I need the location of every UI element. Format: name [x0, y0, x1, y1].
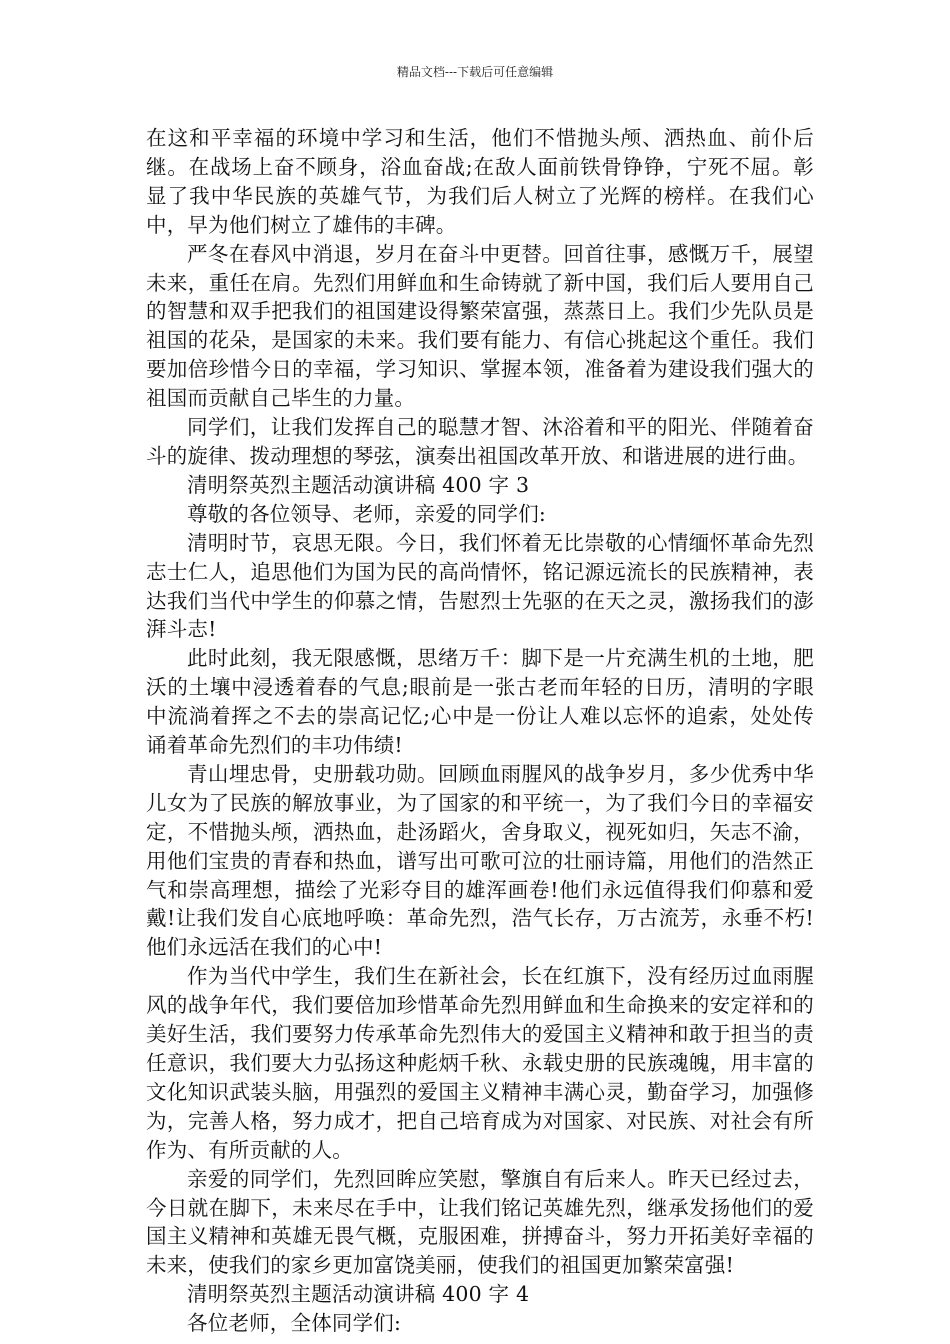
paragraph: 在这和平幸福的环境中学习和生活，他们不惜抛头颅、洒热血、前仆后继。在战场上奋不顾身，浴血奋战;在敌人面前铁骨铮铮，宁死不屈。彰显了我中华民族的英雄气节，为我们后人树立了光辉的榜样。在我们心中，早为他们树立了雄伟的丰碑。 [146, 126, 814, 237]
section-heading: 清明祭英烈主题活动演讲稿 400 字 3 [187, 472, 530, 497]
paragraph: 青山埋忠骨，史册载功勋。回顾血雨腥风的战争岁月，多少优秀中华儿女为了民族的解放事业，为了国家的和平统一，为了我们今日的幸福安定，不惜抛头颅，洒热血，赴汤蹈火，舍身取义，视死如归，矢志不渝，用他们宝贵的青春和热血，谱写出可歌可泣的壮丽诗篇，用他们的浩然正气和崇高理想，描绘了光彩夺目的雄浑画卷!他们永远值得我们仰慕和爱戴!让我们发自心底地呼唤：革命先烈，浩气长存，万古流芳，永垂不朽!他们永远活在我们的心中! [146, 761, 814, 960]
salutation: 尊敬的各位领导、老师，亲爱的同学们: [187, 501, 547, 526]
section-heading: 清明祭英烈主题活动演讲稿 400 字 4 [187, 1282, 530, 1307]
paragraph: 严冬在春风中消退，岁月在奋斗中更替。回首往事，感慨万千，展望未来，重任在肩。先烈们用鲜血和生命铸就了新中国，我们后人要用自己的智慧和双手把我们的祖国建设得繁荣富强，蒸蒸日上。我们少先队员是祖国的花朵，是国家的未来。我们要有能力、有信心挑起这个重任。我们要加倍珍惜今日的幸福，学习知识、掌握本领，准备着为建设我们强大的祖国而贡献自己毕生的力量。 [146, 241, 814, 411]
salutation: 各位老师，全体同学们: [187, 1311, 402, 1336]
paragraph: 此时此刻，我无限感慨，思绪万千：脚下是一片充满生机的土地，肥沃的土壤中浸透着春的气息;眼前是一张古老而年轻的日历，清明的字眼中流淌着挥之不去的崇高记忆;心中是一份让人难以忘怀的追索，处处传诵着革命先烈们的丰功伟绩! [146, 646, 814, 758]
paragraph: 同学们，让我们发挥自己的聪慧才智、沐浴着和平的阳光、伴随着奋斗的旋律、拨动理想的琴弦，演奏出祖国改革开放、和谐进展的进行曲。 [146, 415, 814, 468]
paragraph: 亲爱的同学们，先烈回眸应笑慰，擎旗自有后来人。昨天已经过去，今日就在脚下，未来尽在手中，让我们铭记英雄先烈，继承发扬他们的爱国主义精神和英雄无畏气概，克服困难，拼搏奋斗，努力开拓美好幸福的未来，使我们的家乡更加富饶美丽，使我们的祖国更加繁荣富强! [146, 1166, 814, 1278]
paragraph: 清明时节，哀思无限。今日，我们怀着无比崇敬的心情缅怀革命先烈志士仁人，追思他们为国为民的高尚情怀，铭记源远流长的民族精神，表达我们当代中学生的仰慕之情，告慰烈士先驱的在天之灵，激扬我们的澎湃斗志! [146, 530, 814, 642]
paragraph: 作为当代中学生，我们生在新社会，长在红旗下，没有经历过血雨腥风的战争年代，我们要倍加珍惜革命先烈用鲜血和生命换来的安定祥和的美好生活，我们要努力传承革命先烈伟大的爱国主义精神和敢于担当的责任意识，我们要大力弘扬这种彪炳千秋、永载史册的民族魂魄，用丰富的文化知识武装头脑，用强烈的爱国主义精神丰满心灵，勤奋学习，加强修为，完善人格，努力成才，把自己培育成为对国家、对民族、对社会有所作为、有所贡献的人。 [146, 964, 814, 1162]
document-body [146, 124, 814, 1338]
page-header: 精品文档---下载后可任意编辑 [396, 65, 554, 79]
